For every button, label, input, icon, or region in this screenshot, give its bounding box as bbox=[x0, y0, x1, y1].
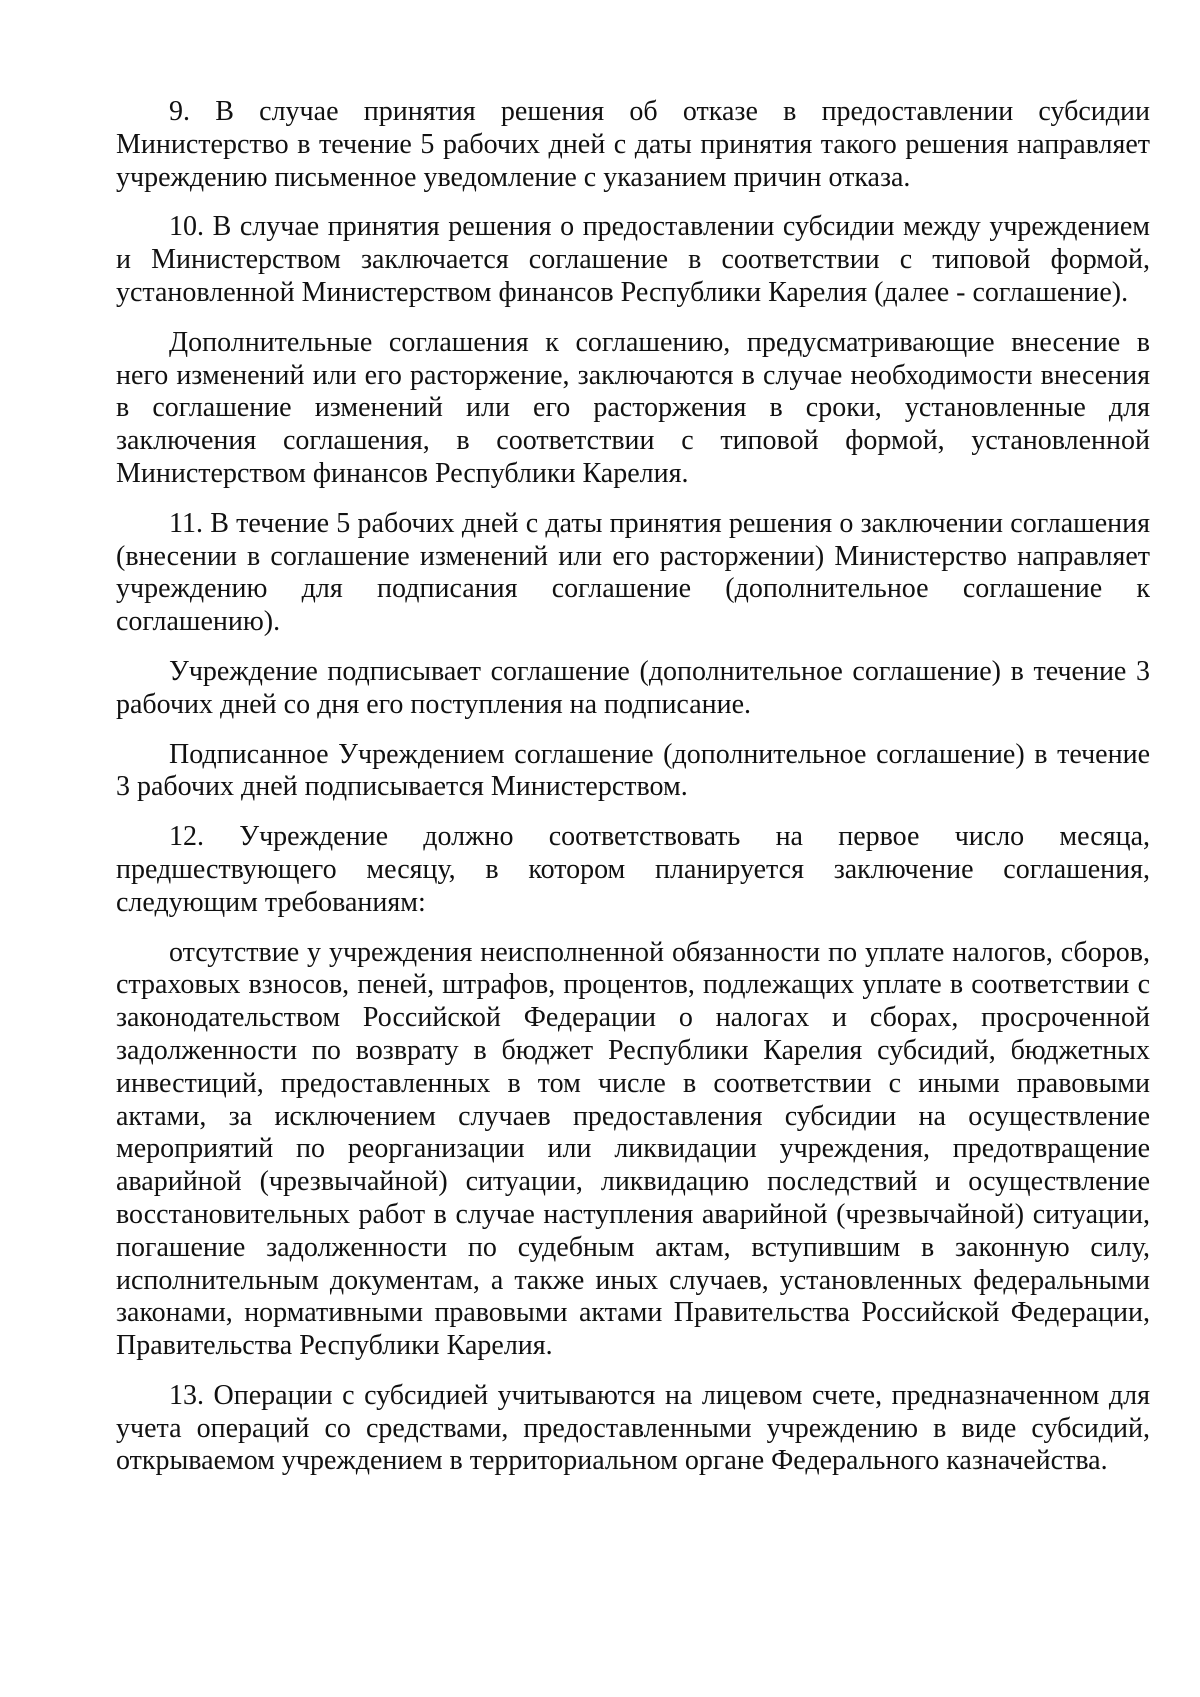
paragraph-item-9: 9. В случае принятия решения об отказе в предоставлении субсидии Министерство в течение 5 рабочих дней с даты принятия такого решения направляет учреждению письменное уведомление с указанием причин отказа. bbox=[116, 96, 1150, 193]
paragraph-additional-agreements: Дополнительные соглашения к соглашению, предусматривающие внесение в него изменений или его расторжение, заключаются в случае необходимости внесения в соглашение изменений или его расторжения в сроки, установленные для заключения соглашения, в соответствии с типовой формой, установленной Министерством финансов Республики Карелия. bbox=[116, 326, 1150, 489]
paragraph-item-10: 10. В случае принятия решения о предоставлении субсидии между учреждением и Министерством заключается соглашение в соответствии с типовой формой, установленной Министерством финансов Республики Карелия (далее - соглашение). bbox=[116, 211, 1150, 308]
paragraph-item-12: 12. Учреждение должно соответствовать на первое число месяца, предшествующего месяцу, в котором планируется заключение соглашения, следующим требованиям: bbox=[116, 821, 1150, 918]
paragraph-item-11: 11. В течение 5 рабочих дней с даты принятия решения о заключении соглашения (внесении в соглашение изменений или его расторжении) Министерство направляет учреждению для подписания соглашение (дополнительное соглашение к соглашению). bbox=[116, 507, 1150, 638]
paragraph-institution-signs: Учреждение подписывает соглашение (дополнительное соглашение) в течение 3 рабочих дней со дня его поступления на подписание. bbox=[116, 655, 1150, 720]
paragraph-item-13: 13. Операции с субсидией учитываются на лицевом счете, предназначенном для учета операций со средствами, предоставленными учреждению в виде субсидий, открываемом учреждением в территориальном органе Федерального казначейства. bbox=[116, 1379, 1150, 1477]
paragraph-ministry-signs: Подписанное Учреждением соглашение (дополнительное соглашение) в течение 3 рабочих дней подписывается Министерством. bbox=[116, 738, 1150, 803]
paragraph-requirements: отсутствие у учреждения неисполненной обязанности по уплате налогов, сборов, страховых взносов, пеней, штрафов, процентов, подлежащих уплате в соответствии с законодательством Российской Федерации о налогах и сборах, просроченной задолженности по возврату в бюджет Республики Карелия субсидий, бюджетных инвестиций, предоставленных в том числе в соответствии с иными правовыми актами, за исключением случаев предоставления субсидии на осуществление мероприятий по реорганизации или ликвидации учреждения, предотвращение аварийной (чрезвычайной) ситуации, ликвидацию последствий и осуществление восстановительных работ в случае наступления аварийной (чрезвычайной) ситуации, погашение задолженности по судебным актам, вступившим в законную силу, исполнительным документам, а также иных случаев, установленных федеральными законами, нормативными правовыми актами Правительства Российской Федерации, Правительства Республики Карелия. bbox=[116, 936, 1150, 1362]
